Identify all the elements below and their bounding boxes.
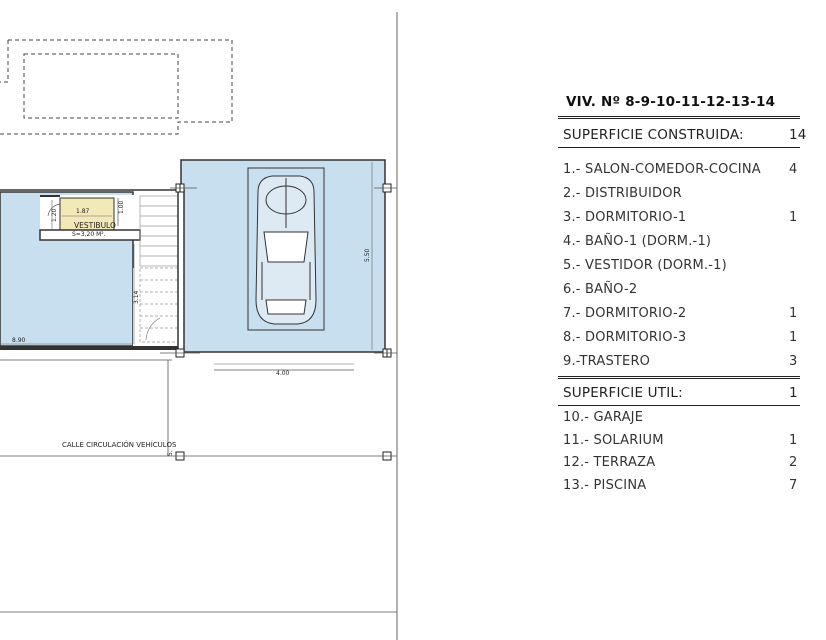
extra-label: 10.- GARAJE <box>563 410 644 425</box>
vestibule-area: S=3,20 M². <box>72 231 106 238</box>
dim-890: 8.90 <box>12 337 26 344</box>
dim-5: 5. <box>167 450 174 456</box>
extra-value: 2 <box>789 455 798 470</box>
car-icon <box>256 176 316 324</box>
street-label: CALLE CIRCULACIÓN VEHÍCULOS <box>62 441 177 449</box>
room-label: 1.- SALON-COMEDOR-COCINA <box>563 162 761 177</box>
room-value: 1 <box>789 330 798 345</box>
dim-120: 1.20 <box>51 208 58 222</box>
built-area-value: 14 <box>789 127 807 143</box>
room-label: 3.- DORMITORIO-1 <box>563 210 687 225</box>
useful-area-value: 1 <box>789 385 798 401</box>
room-label: 9.-TRASTERO <box>563 354 651 369</box>
extra-label: 12.- TERRAZA <box>563 455 656 470</box>
room-label: 4.- BAÑO-1 (DORM.-1) <box>563 234 712 249</box>
extra-value: 7 <box>789 477 798 493</box>
table-title: VIV. Nº 8-9-10-11-12-13-14 <box>566 94 776 110</box>
room-label: 6.- BAÑO-2 <box>563 282 638 297</box>
dim-314: 3.14 <box>133 290 140 304</box>
room-value: 3 <box>789 354 798 369</box>
extra-row <box>563 478 823 493</box>
extra-row <box>563 410 823 425</box>
room-label: 7.- DORMITORIO-2 <box>563 306 687 321</box>
extra-label: 11.- SOLARIUM <box>563 432 664 448</box>
dim-100: 1.00 <box>118 200 125 214</box>
extra-row <box>563 433 823 448</box>
built-area-label: SUPERFICIE CONSTRUIDA: <box>563 127 744 143</box>
upper-terrace-outline <box>0 40 232 134</box>
room-value: 4 <box>789 162 798 177</box>
extra-label: 13.- PISCINA <box>563 477 647 493</box>
extra-value: 1 <box>789 432 798 448</box>
room-label: 8.- DORMITORIO-3 <box>563 330 687 345</box>
room-value: 1 <box>789 306 798 321</box>
room-value: 1 <box>789 210 798 225</box>
room-label: 5.- VESTIDOR (DORM.-1) <box>563 258 727 273</box>
extra-list <box>563 0 800 640</box>
vestibule-name: VESTIBULO <box>74 221 116 230</box>
useful-area-label: SUPERFICIE UTIL: <box>563 385 683 401</box>
dim-187: 1.87 <box>76 208 90 215</box>
extra-row <box>563 455 823 470</box>
room-label: 2.- DISTRIBUIDOR <box>563 186 682 201</box>
dim-400: 4.00 <box>276 370 290 377</box>
dim-550: 5.50 <box>364 248 371 262</box>
